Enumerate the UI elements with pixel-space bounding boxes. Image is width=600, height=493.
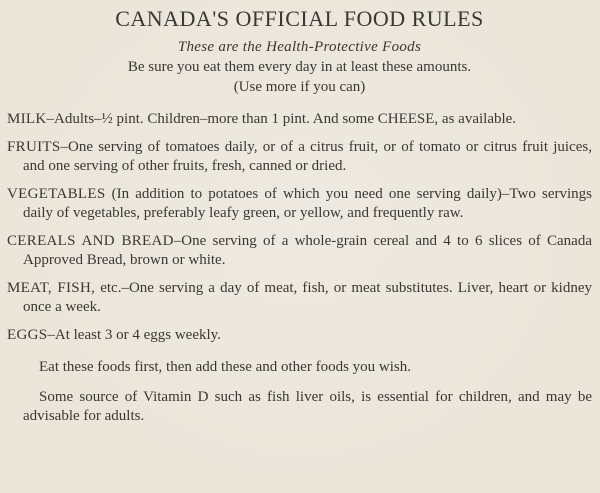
rule-vegetables	[7, 185, 592, 223]
rule-text-cereals: –One serving of a whole-grain cereal and 4 to 6 slices of Canada Approved Bread, brown or white.	[23, 233, 593, 268]
rule-text-fruits: –One serving of tomatoes daily, or of a citrus fruit, or of tomato or citrus fruit juices, and one serving of other fruits, fresh, canned or dried.	[23, 139, 592, 174]
rule-text-vegetables: (In addition to potatoes of which you need one serving daily)–Two servings daily of vegetables, preferably leafy green, or yellow, and frequently raw.	[23, 186, 592, 221]
rule-heading-milk: MILK	[7, 111, 47, 127]
note-eat-first: Eat these foods first, then add these and other foods you wish.	[39, 359, 412, 375]
note-vitamin-d: Some source of Vitamin D such as fish liver oils, is essential for children, and may be advisable for adults.	[23, 389, 592, 424]
rule-heading-cereals: CEREALS AND BREAD	[7, 233, 174, 249]
rule-fruits	[7, 138, 592, 176]
rule-text-eggs: –At least 3 or 4 eggs weekly.	[47, 327, 221, 343]
rule-cereals	[7, 232, 592, 270]
page-title: CANADA'S OFFICIAL FOOD RULES	[115, 6, 484, 31]
rule-text-milk: –Adults–½ pint. Children–more than 1 pint. And some CHEESE, as available.	[46, 111, 517, 127]
rule-heading-meat-fish: MEAT, FISH,	[7, 280, 96, 296]
rule-eggs	[7, 326, 592, 345]
rule-heading-eggs: EGGS	[7, 327, 48, 343]
rule-text-meat-fish: etc.–One serving a day of meat, fish, or meat substitutes. Liver, heart or kidney once a week.	[23, 280, 592, 315]
rule-heading-vegetables: VEGETABLES	[7, 186, 106, 202]
subtitle: These are the Health-Protective Foods	[177, 39, 422, 55]
rule-meat-fish	[7, 279, 592, 317]
intro-text: Be sure you eat them every day in at least these amounts.	[127, 59, 472, 75]
intro-note: (Use more if you can)	[233, 79, 366, 95]
rule-heading-fruits: FRUITS	[7, 139, 61, 155]
rule-milk	[7, 110, 592, 129]
